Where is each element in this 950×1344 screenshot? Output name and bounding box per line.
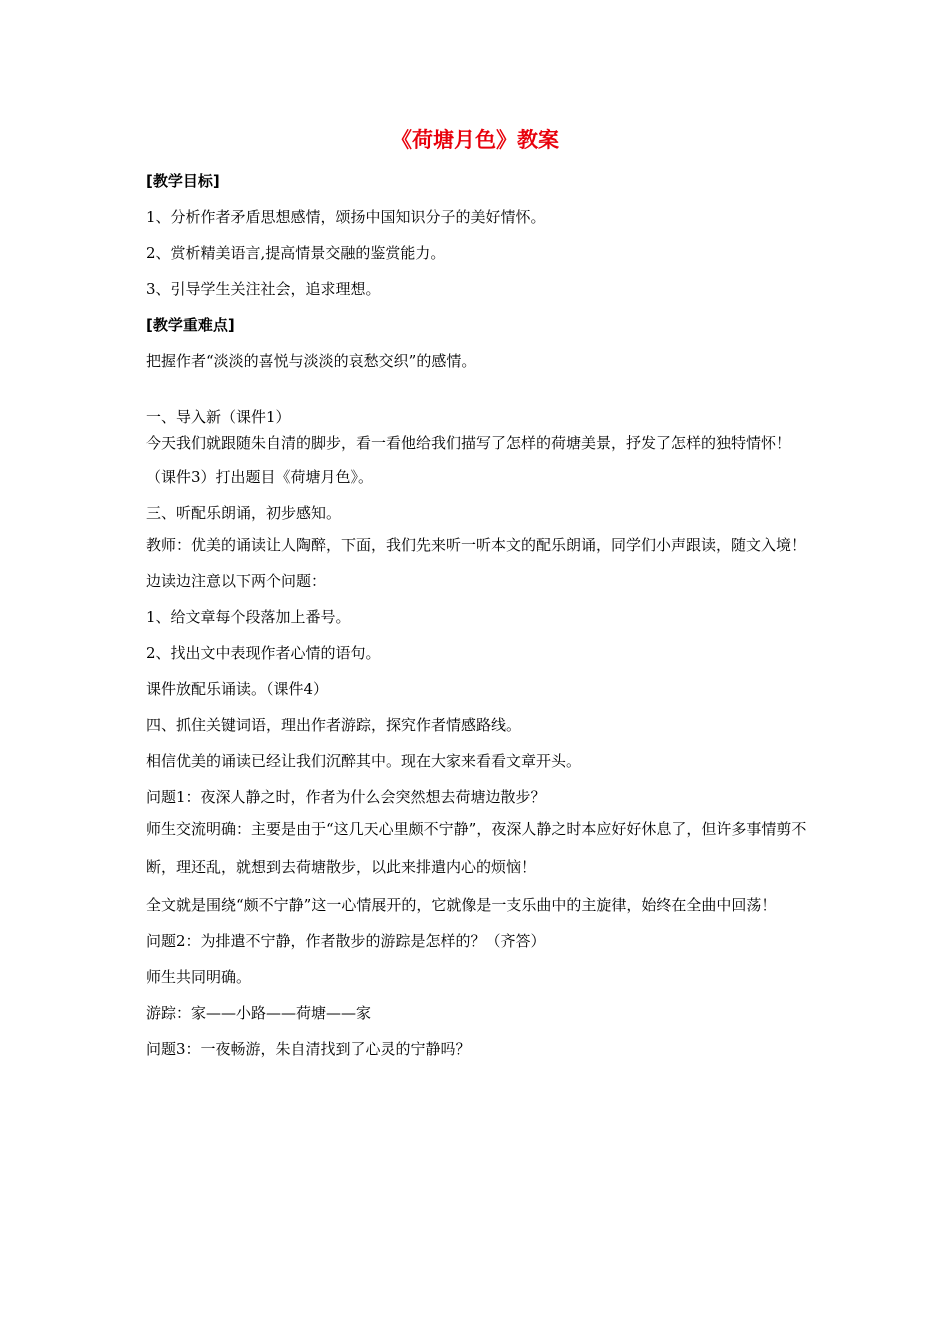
answer-text: 师生交流明确：主要是由于“这几天心里颇不宁静”，夜深人静之时本应好好休息了，但许多事情剪不断，理还乱，就想到去荷塘散步，以此来排遣内心的烦恼！ — [146, 820, 807, 876]
section-heading-objectives: [教学目标] — [146, 172, 220, 190]
objective-item: 1、分析作者矛盾思想感情，颂扬中国知识分子的美好情怀。 — [146, 208, 546, 226]
question-text: 问题1：夜深人静之时，作者为什么会突然想去荷塘边散步？ — [146, 788, 546, 806]
paragraph: 教师：优美的诵读让人陶醉，下面，我们先来听一听本文的配乐朗诵，同学们小声跟读，随文入境！ — [146, 536, 807, 554]
document-title: 《荷塘月色》教案 — [391, 128, 559, 152]
question-text: 问题3：一夜畅游，朱自清找到了心灵的宁静吗？ — [146, 1040, 471, 1058]
objective-item: 3、引导学生关注社会，追求理想。 — [146, 280, 381, 298]
paragraph: 师生共同明确。 — [146, 968, 252, 986]
document-body — [146, 172, 810, 1058]
section-heading-introduction: 一、导入新（课件1） — [146, 408, 291, 426]
question-text: 问题2：为排遣不宁静，作者散步的游踪是怎样的？（齐答） — [146, 932, 546, 950]
paragraph: （课件3）打出题目《荷塘月色》。 — [146, 468, 374, 486]
objective-item: 2、赏析精美语言,提高情景交融的鉴赏能力。 — [146, 244, 446, 262]
paragraph: 课件放配乐诵读。（课件4） — [146, 680, 329, 698]
paragraph: 边读边注意以下两个问题： — [146, 572, 327, 590]
section-heading-key-points: [教学重难点] — [146, 316, 235, 334]
list-item: 2、找出文中表现作者心情的语句。 — [146, 644, 381, 662]
list-item: 1、给文章每个段落加上番号。 — [146, 608, 351, 626]
paragraph: 相信优美的诵读已经让我们沉醉其中。现在大家来看看文章开头。 — [146, 752, 582, 770]
paragraph: 全文就是围绕“颇不宁静”这一心情展开的，它就像是一支乐曲中的主旋律，始终在全曲中回荡！ — [146, 896, 777, 914]
route-text: 游踪：家——小路——荷塘——家 — [146, 1004, 372, 1022]
section-heading-listening: 三、听配乐朗诵，初步感知。 — [146, 504, 342, 522]
section-heading-keywords: 四、抓住关键词语，理出作者游踪，探究作者情感路线。 — [146, 716, 522, 734]
key-point-text: 把握作者“淡淡的喜悦与淡淡的哀愁交织”的感情。 — [146, 352, 477, 370]
paragraph: 今天我们就跟随朱自清的脚步，看一看他给我们描写了怎样的荷塘美景，抒发了怎样的独特情怀！ — [146, 434, 792, 452]
